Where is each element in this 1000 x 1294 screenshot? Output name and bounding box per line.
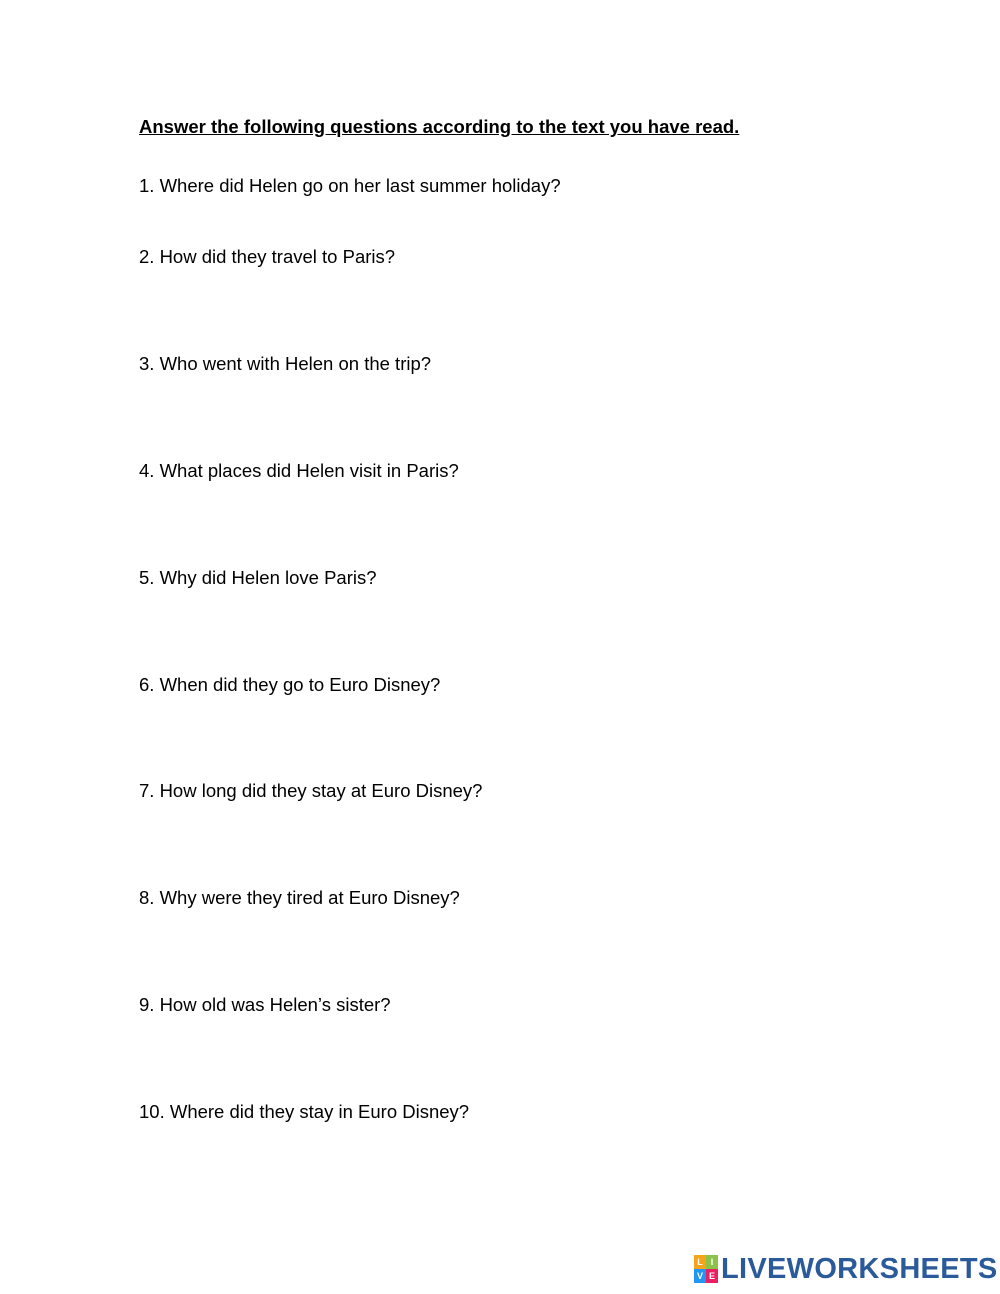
logo-mark-letter: E: [706, 1269, 718, 1283]
question-9: 9. How old was Helen’s sister?: [139, 994, 391, 1015]
liveworksheets-logo: [694, 1254, 998, 1284]
question-10: 10. Where did they stay in Euro Disney?: [139, 1101, 470, 1122]
worksheet-heading: Answer the following questions according to the text you have read.: [139, 116, 740, 137]
question-8: 8. Why were they tired at Euro Disney?: [139, 887, 460, 908]
question-7: 7. How long did they stay at Euro Disney?: [139, 780, 483, 801]
question-6: 6. When did they go to Euro Disney?: [139, 674, 441, 695]
logo-text: LIVEWORKSHEETS: [721, 1252, 998, 1285]
logo-mark-letter: L: [694, 1255, 706, 1269]
question-3: 3. Who went with Helen on the trip?: [139, 353, 432, 374]
logo-mark-letter: I: [706, 1255, 718, 1269]
question-4: 4. What places did Helen visit in Paris?: [139, 460, 459, 481]
question-5: 5. Why did Helen love Paris?: [139, 567, 377, 588]
question-2: 2. How did they travel to Paris?: [139, 246, 396, 267]
logo-mark-icon: [694, 1255, 718, 1283]
logo-mark-letter: V: [694, 1269, 706, 1283]
question-1: 1. Where did Helen go on her last summer holiday?: [139, 175, 561, 196]
